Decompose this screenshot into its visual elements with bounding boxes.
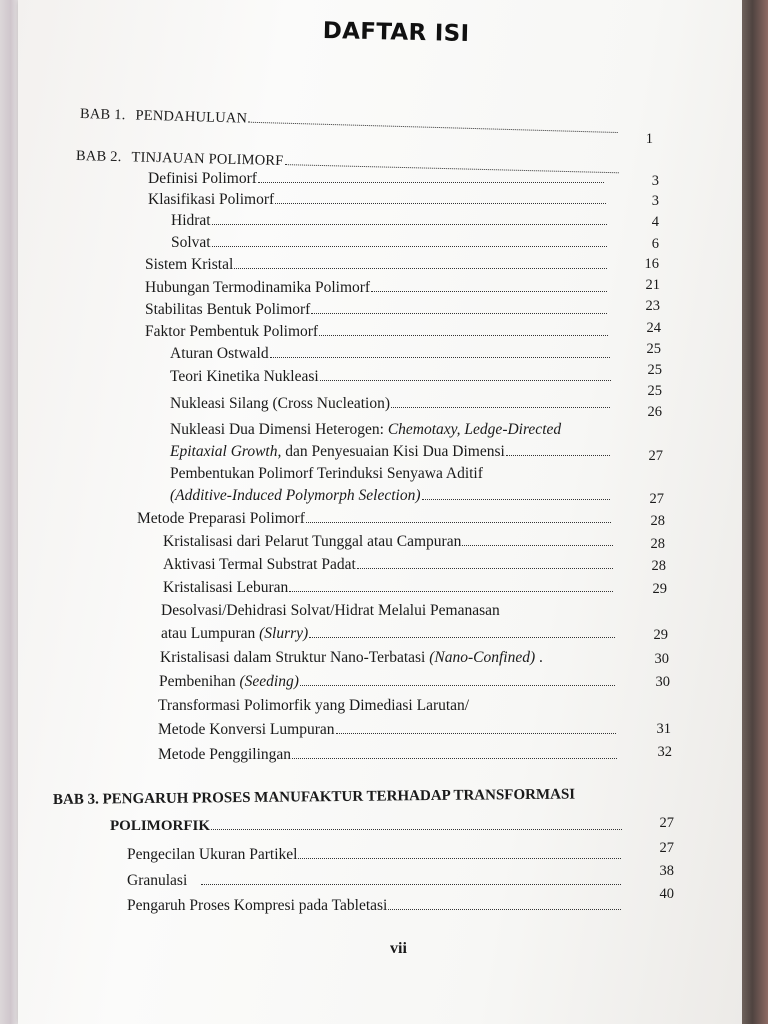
toc-entry-italic: Epitaxial Growth,: [170, 443, 282, 460]
toc-dots: [234, 268, 607, 269]
toc-entry-italic: (Additive-Induced Polymorph Selection): [170, 487, 421, 504]
toc-entry-italic: (Seeding): [239, 673, 299, 690]
toc-bab3-label: POLIMORFIK: [110, 818, 210, 834]
toc-entry-label: [159, 673, 299, 691]
toc-definisi-page: 3: [651, 173, 659, 189]
toc-hidrat: [171, 212, 609, 230]
toc-dua-dimensi-page: 27: [648, 448, 663, 464]
toc-bab3-item-1: [127, 846, 623, 864]
toc-entry-text: atau Lumpuran: [161, 625, 260, 642]
toc-entry-label: Metode Konversi Lumpuran: [158, 721, 335, 738]
toc-entry-label: Pengecilan Ukuran Partikel: [127, 846, 298, 863]
toc-dots: [320, 380, 611, 381]
book-page: [18, 0, 748, 1024]
toc-dots: [289, 591, 613, 592]
toc-entry-label: Definisi Polimorf: [148, 170, 257, 187]
toc-klasifikasi: [148, 191, 608, 209]
toc-teori-page: 25: [647, 362, 662, 378]
toc-entry-label: Solvat: [171, 234, 211, 251]
toc-dots: [212, 224, 607, 225]
toc-entry-text: Nukleasi Dua Dimensi Heterogen:: [170, 421, 388, 438]
toc-entry-text: Pembenihan: [159, 673, 240, 690]
toc-entry-italic: (Slurry): [259, 625, 309, 642]
toc-kristalisasi-pelarut-page: 28: [650, 536, 665, 552]
toc-dots: [201, 884, 621, 885]
toc-aturan: [170, 345, 612, 363]
toc-entry-label: Aktivasi Termal Substrat Padat: [163, 556, 356, 573]
toc-entry-italic: Chemotaxy, Ledge-Directed: [387, 421, 562, 438]
toc-kristalisasi-pelarut: [163, 533, 615, 551]
toc-aktivasi-page: 28: [651, 558, 666, 574]
toc-entry-label: Klasifikasi Polimorf: [148, 191, 275, 208]
toc-aturan-page: 25: [646, 341, 661, 357]
toc-hubungan-page: 21: [645, 277, 660, 293]
toc-entry-text: Desolvasi/Dehidrasi Solvat/Hidrat Melalui Pemanasan: [161, 602, 500, 619]
toc-hubungan: [145, 279, 609, 297]
toc-entry-label: Kristalisasi Leburan: [163, 579, 289, 596]
toc-bab3-line2: [110, 818, 624, 835]
toc-entry-text: Pembentukan Polimorf Terinduksi Senyawa Aditif: [170, 465, 483, 482]
toc-pembenihan: [159, 673, 617, 691]
toc-stabilitas-page: 23: [645, 298, 660, 314]
toc-bab3-item-2: [127, 872, 623, 890]
toc-faktor-page: 24: [646, 320, 661, 336]
toc-faktor: [145, 323, 610, 341]
toc-dots: [248, 122, 618, 133]
page-number-footer: vii: [390, 940, 407, 957]
toc-entry-label: Stabilitas Bentuk Polimorf: [145, 301, 311, 318]
toc-entry-label: Metode Penggilingan: [158, 746, 292, 763]
page-right-edge: [742, 0, 768, 1024]
toc-dots: [311, 313, 607, 314]
toc-entry-label: Kristalisasi dari Pelarut Tunggal atau Campuran: [163, 533, 462, 550]
toc-entry-text: Transformasi Polimorfik yang Dimediasi Larutan/: [158, 697, 470, 714]
toc-sistem-kristal-page: 16: [644, 256, 659, 272]
toc-dots: [212, 246, 607, 247]
toc-entry-text: dan Penyesuaian Kisi Dua Dimensi: [281, 443, 505, 460]
toc-entry-label: Hubungan Termodinamika Polimorf: [145, 279, 371, 296]
toc-leburan: [163, 579, 615, 597]
toc-definisi: [148, 170, 606, 188]
toc-entry-label: Hidrat: [171, 212, 211, 229]
toc-dots: [422, 499, 611, 500]
toc-dots: [211, 829, 622, 830]
toc-entry-label: Faktor Pembentuk Polimorf: [145, 323, 319, 340]
toc-bab1-page: 1: [645, 131, 653, 147]
toc-dots: [506, 455, 610, 456]
toc-dots: [462, 545, 613, 546]
toc-solvat: [171, 234, 609, 252]
toc-dots: [319, 335, 608, 336]
toc-transformasi-page: 31: [656, 721, 671, 737]
toc-aditif-line1: [170, 465, 483, 483]
toc-aktivasi: [163, 556, 615, 574]
toc-bab3-line1: BAB 3. PENGARUH PROSES MANUFAKTUR TERHADAP TRANSFORMASI: [52, 786, 576, 808]
toc-entry-label: Teori Kinetika Nukleasi: [170, 368, 319, 385]
toc-entry-label: Sistem Kristal: [145, 256, 234, 273]
toc-bab3-item-3-page: 40: [659, 886, 674, 902]
toc-sistem-kristal: [145, 256, 609, 274]
toc-dots: [275, 203, 606, 204]
toc-silang-page: 26: [647, 404, 662, 420]
toc-bab3-page: 27: [659, 815, 674, 831]
toc-dots: [292, 758, 617, 759]
toc-bab2-number: BAB 2.: [75, 148, 122, 166]
toc-solvat-page: 6: [651, 236, 659, 252]
toc-desolvasi-line1: [161, 602, 500, 620]
toc-dots: [270, 357, 610, 358]
toc-entry-label: Nukleasi Silang (Cross Nucleation): [170, 395, 390, 412]
page-title: DAFTAR ISI: [322, 18, 470, 48]
toc-teori-page-2: 25: [647, 383, 662, 399]
toc-nano: [160, 649, 543, 667]
toc-penggilingan-page: 32: [657, 744, 672, 760]
toc-bab3-item-2-page: 38: [659, 863, 674, 879]
toc-entry-label: Pengaruh Proses Kompresi pada Tabletasi: [127, 897, 388, 914]
toc-entry-label: Granulasi: [127, 872, 188, 889]
toc-transformasi-line1: [158, 697, 469, 715]
toc-dots: [371, 291, 607, 292]
toc-bab3-item-3: [127, 897, 623, 915]
toc-entry-label: Aturan Ostwald: [170, 345, 269, 362]
toc-dots: [258, 182, 604, 183]
toc-klasifikasi-page: 3: [651, 193, 659, 209]
toc-entry-italic: (Nano-Confined): [429, 649, 536, 666]
toc-entry-label: Metode Preparasi Polimorf: [137, 510, 305, 527]
toc-pembenihan-page: 30: [655, 674, 670, 690]
toc-stabilitas: [145, 301, 609, 319]
page-left-edge: [0, 0, 18, 1024]
toc-dua-dimensi-line1: [170, 421, 561, 439]
toc-penggilingan: [158, 746, 619, 764]
toc-teori: [170, 368, 613, 386]
toc-bab1: [80, 106, 620, 138]
toc-leburan-page: 29: [652, 581, 667, 597]
toc-metode-preparasi-page: 28: [650, 513, 665, 529]
toc-nano-page: 30: [654, 651, 669, 667]
toc-bab1-number: BAB 1.: [79, 106, 126, 124]
toc-bab3-item-1-page: 27: [659, 840, 674, 856]
toc-hidrat-page: 4: [651, 214, 659, 230]
toc-dots: [298, 858, 621, 859]
toc-entry-text: .: [535, 649, 543, 666]
toc-bab2-label: TINJAUAN POLIMORF: [131, 149, 284, 170]
toc-entry-label: [170, 487, 421, 505]
toc-desolvasi-line2: [161, 625, 617, 643]
toc-dots: [336, 733, 617, 734]
toc-silang: [170, 395, 612, 413]
toc-entry-text: Kristalisasi dalam Struktur Nano-Terbatasi: [160, 649, 430, 666]
toc-desolvasi-page: 29: [653, 627, 668, 643]
toc-metode-preparasi: [137, 510, 613, 528]
toc-entry-label: [170, 443, 505, 461]
toc-dots: [306, 522, 611, 523]
toc-aditif-line2: [170, 487, 612, 505]
toc-aditif-page: 27: [649, 491, 664, 507]
toc-dots: [388, 909, 621, 910]
toc-bab1-label: PENDAHULUAN: [135, 107, 248, 127]
toc-dots: [300, 685, 615, 686]
toc-entry-label: [161, 625, 308, 643]
toc-dots: [309, 637, 615, 638]
toc-transformasi-line2: [158, 721, 618, 739]
toc-dots: [357, 568, 613, 569]
toc-dots: [391, 407, 610, 408]
toc-dua-dimensi-line2: [170, 443, 612, 461]
